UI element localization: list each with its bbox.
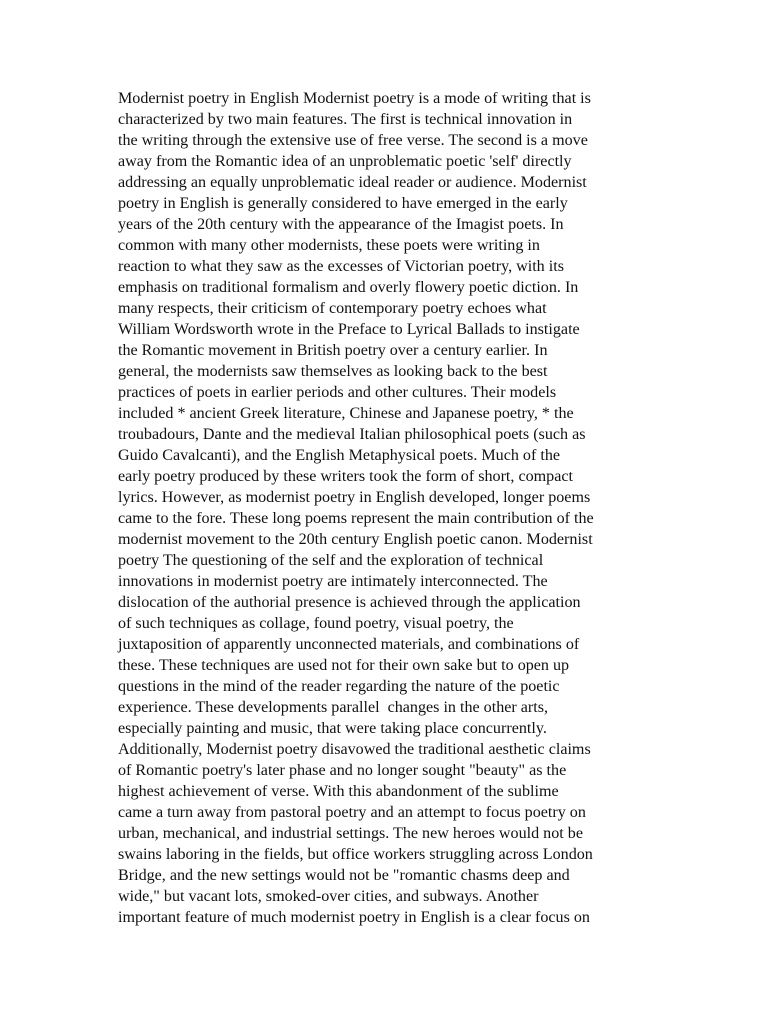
- text-line: Guido Cavalcanti), and the English Metaphysical poets. Much of the: [118, 447, 561, 464]
- text-line: wide," but vacant lots, smoked-over cities, and subways. Another: [118, 888, 539, 905]
- text-line: early poetry produced by these writers took the form of short, compact: [118, 468, 573, 485]
- text-line: came to the fore. These long poems represent the main contribution of the: [118, 510, 594, 527]
- text-line: common with many other modernists, these poets were writing in: [118, 237, 540, 254]
- text-line: dislocation of the authorial presence is achieved through the application: [118, 594, 581, 611]
- text-line: Additionally, Modernist poetry disavowed the traditional aesthetic claims: [118, 741, 591, 758]
- text-line: experience. These developments parallel changes in the other arts,: [118, 699, 549, 716]
- text-line: poetry in English is generally considered to have emerged in the early: [118, 195, 568, 212]
- text-line: years of the 20th century with the appearance of the Imagist poets. In: [118, 216, 564, 233]
- body-paragraph: [118, 88, 658, 928]
- text-line: of Romantic poetry's later phase and no longer sought "beauty" as the: [118, 762, 567, 779]
- text-line: lyrics. However, as modernist poetry in English developed, longer poems: [118, 489, 591, 506]
- text-line: general, the modernists saw themselves as looking back to the best: [118, 363, 548, 380]
- text-line: especially painting and music, that were taking place concurrently.: [118, 720, 547, 737]
- text-line: modernist movement to the 20th century English poetic canon. Modernist: [118, 531, 593, 548]
- text-line: urban, mechanical, and industrial settings. The new heroes would not be: [118, 825, 583, 842]
- text-line: of such techniques as collage, found poetry, visual poetry, the: [118, 615, 514, 632]
- text-line: practices of poets in earlier periods and other cultures. Their models: [118, 384, 557, 401]
- text-line: many respects, their criticism of contemporary poetry echoes what: [118, 300, 547, 317]
- text-line: the writing through the extensive use of free verse. The second is a move: [118, 132, 588, 149]
- text-line: innovations in modernist poetry are intimately interconnected. The: [118, 573, 548, 590]
- text-line: these. These techniques are used not for their own sake but to open up: [118, 657, 570, 674]
- text-line: highest achievement of verse. With this abandonment of the sublime: [118, 783, 559, 800]
- text-line: emphasis on traditional formalism and overly flowery poetic diction. In: [118, 279, 579, 296]
- text-line: included * ancient Greek literature, Chinese and Japanese poetry, * the: [118, 405, 574, 422]
- text-line: characterized by two main features. The first is technical innovation in: [118, 111, 573, 128]
- text-line: swains laboring in the fields, but office workers struggling across London: [118, 846, 593, 863]
- text-line: Bridge, and the new settings would not be "romantic chasms deep and: [118, 867, 570, 884]
- text-line: came a turn away from pastoral poetry and an attempt to focus poetry on: [118, 804, 586, 821]
- text-line: Modernist poetry in English Modernist poetry is a mode of writing that is: [118, 90, 591, 107]
- text-line: poetry The questioning of the self and the exploration of technical: [118, 552, 544, 569]
- text-line: troubadours, Dante and the medieval Italian philosophical poets (such as: [118, 426, 586, 443]
- text-line: William Wordsworth wrote in the Preface to Lyrical Ballads to instigate: [118, 321, 580, 338]
- text-line: away from the Romantic idea of an unproblematic poetic 'self' directly: [118, 153, 572, 170]
- text-line: important feature of much modernist poetry in English is a clear focus on: [118, 909, 590, 926]
- text-line: juxtaposition of apparently unconnected materials, and combinations of: [118, 636, 580, 653]
- text-line: addressing an equally unproblematic ideal reader or audience. Modernist: [118, 174, 587, 191]
- text-line: questions in the mind of the reader regarding the nature of the poetic: [118, 678, 560, 695]
- text-line: the Romantic movement in British poetry over a century earlier. In: [118, 342, 548, 359]
- text-line: reaction to what they saw as the excesses of Victorian poetry, with its: [118, 258, 564, 275]
